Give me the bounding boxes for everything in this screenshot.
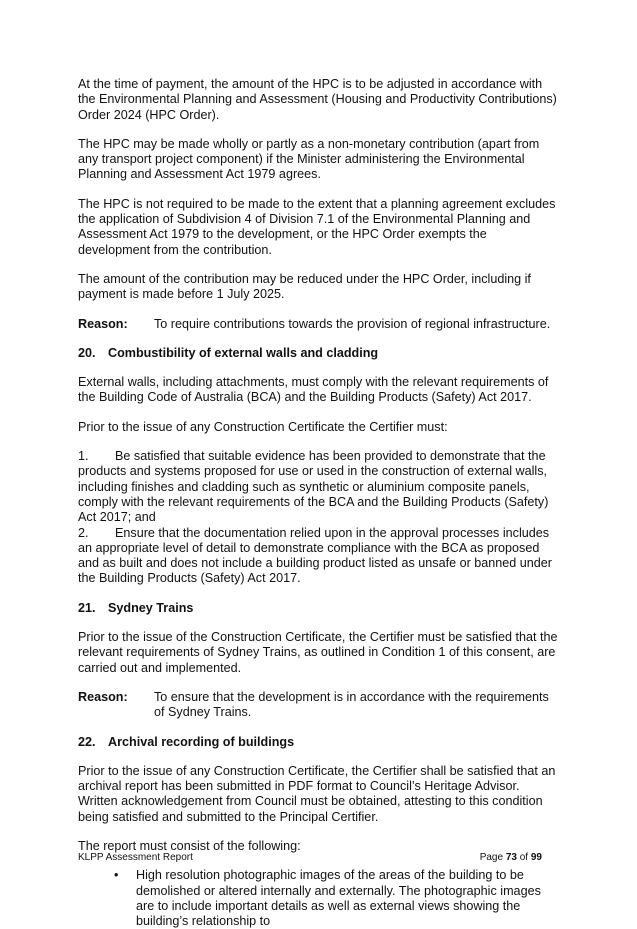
section-number: 20. bbox=[78, 345, 96, 360]
section-heading-21 bbox=[78, 601, 562, 616]
paragraph-hpc-not-required: The HPC is not required to be made to the extent that a planning agreement excludes the application of Subdivision 4 of Division 7.1 of the Environmental Planning and Assessment Act 1979 to the development, or the HPC Order exempts the development from the contribution. bbox=[78, 196, 556, 257]
page-current: 73 bbox=[505, 852, 517, 863]
list-item-text: High resolution photographic images of the areas of the building to be demolished or altered internally and externally. The photographic images are to include important details as well as external views showing the building’s relationship to bbox=[136, 868, 541, 929]
reason-label: Reason: bbox=[78, 316, 128, 331]
reason-label: Reason: bbox=[78, 689, 128, 704]
bullet-list bbox=[78, 868, 562, 929]
list-item-number: 2. bbox=[78, 525, 89, 540]
page-number bbox=[480, 852, 542, 864]
section-number: 22. bbox=[78, 734, 96, 749]
list-item-number: 1. bbox=[78, 449, 89, 464]
paragraph-sydney-trains: Prior to the issue of the Construction Certificate, the Certifier must be satisfied that the relevant requirements of Sydney Trains, as outlined in Condition 1 of this consent, are carried out and implemented. bbox=[78, 630, 558, 675]
paragraph-hpc-non-monetary: The HPC may be made wholly or partly as a non-monetary contribution (apart from any transport project component) if the Minister administering the Environmental Planning and Assessment Act 1979 agrees. bbox=[78, 136, 540, 182]
footer-report-title: KLPP Assessment Report bbox=[78, 852, 193, 863]
bullet-icon: • bbox=[114, 868, 119, 883]
document-body bbox=[78, 77, 562, 929]
list-item bbox=[114, 868, 562, 929]
paragraph-archival-report: Prior to the issue of any Construction Certificate, the Certifier shall be satisfied that an archival report has been submitted in PDF format to Council’s Heritage Advisor. Written acknowledgement from Council must be obtained, attesting to this condition being satisfied and submitted to the Principal Certifier. bbox=[78, 763, 556, 824]
reason-text: To require contributions towards the provision of regional infrastructure. bbox=[154, 316, 551, 331]
section-title: Combustibility of external walls and cladding bbox=[108, 345, 379, 360]
section-heading-22 bbox=[78, 735, 562, 750]
page-of: of bbox=[516, 852, 531, 863]
reason-regional-infrastructure bbox=[78, 317, 562, 332]
page-footer bbox=[78, 852, 542, 864]
paragraph-hpc-adjustment: At the time of payment, the amount of the HPC is to be adjusted in accordance with the Environmental Planning and Assessment (Housing and Productivity Contributions) Order 2024 (HPC Order). bbox=[78, 77, 557, 122]
paragraph-certifier-must: Prior to the issue of any Construction Certificate the Certifier must: bbox=[78, 419, 448, 434]
list-item bbox=[78, 449, 562, 525]
paragraph-hpc-reduction: The amount of the contribution may be reduced under the HPC Order, including if payment is made before 1 July 2025. bbox=[78, 271, 531, 302]
numbered-list bbox=[78, 449, 562, 587]
section-heading-20 bbox=[78, 346, 562, 361]
list-item-text: Be satisfied that suitable evidence has been provided to demonstrate that the products and systems proposed for use or used in the construction of external walls, including finishes and cladding such as synthetic or aluminium composite panels, comply with the relevant requirements of the BCA and the Building Products (Safety) Act 2017; and bbox=[78, 449, 549, 525]
list-item bbox=[78, 526, 562, 587]
section-number: 21. bbox=[78, 600, 96, 615]
list-item-text: Ensure that the documentation relied upon in the approval processes includes an appropriate level of detail to demonstrate compliance with the BCA as proposed and as built and does not include a building product listed as unsafe or banned under the Building Products (Safety) Act 2017. bbox=[78, 525, 553, 586]
paragraph-report-consist: The report must consist of the following: bbox=[78, 838, 301, 853]
paragraph-external-walls: External walls, including attachments, must comply with the relevant requirements of the Building Code of Australia (BCA) and the Building Products (Safety) Act 2017. bbox=[78, 375, 549, 405]
section-title: Archival recording of buildings bbox=[108, 734, 295, 749]
page-prefix: Page bbox=[479, 852, 506, 863]
page-total: 99 bbox=[530, 852, 542, 863]
reason-sydney-trains bbox=[78, 690, 562, 721]
reason-text: To ensure that the development is in accordance with the requirements of Sydney Trains. bbox=[154, 689, 549, 720]
section-title: Sydney Trains bbox=[108, 600, 194, 615]
